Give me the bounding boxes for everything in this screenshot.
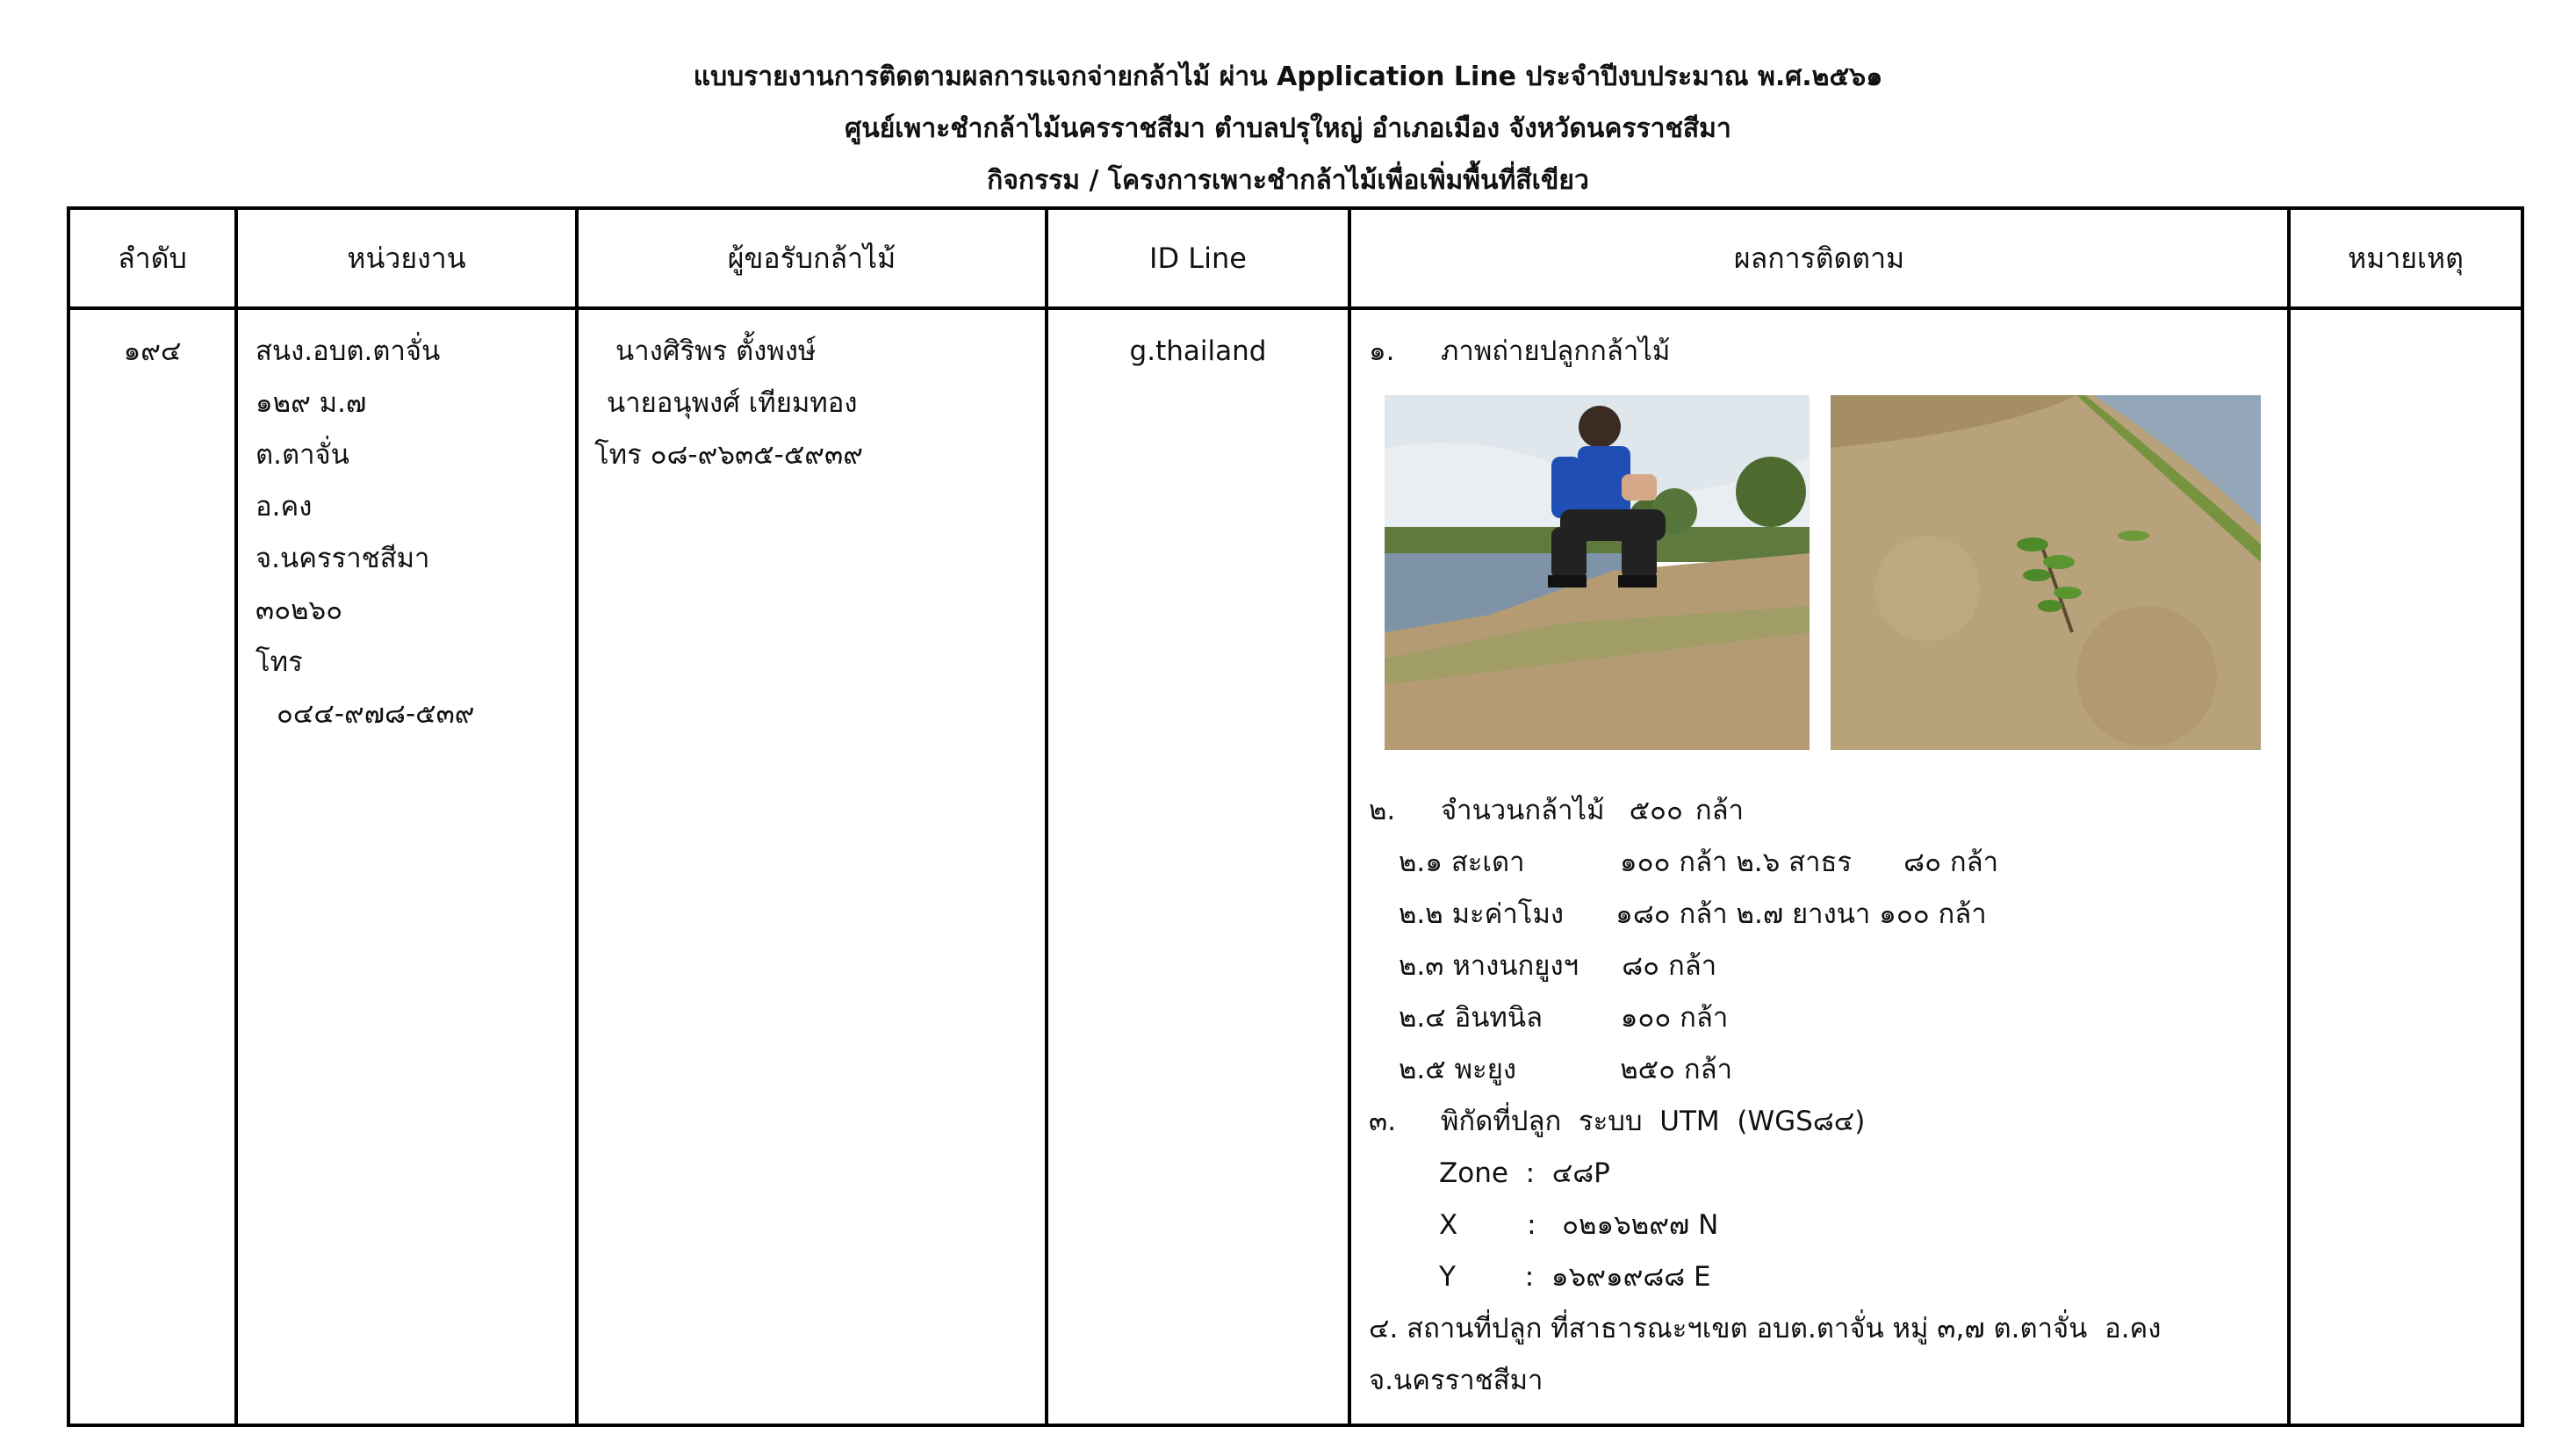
result-item-2-number: ๒. — [1369, 795, 1396, 826]
report-subtitle-activity: กิจกรรม / โครงการเพาะชำกล้าไม้เพื่อเพิ่มพื้นที่สีเขียว — [987, 165, 1589, 196]
utm-x: X : ๐๒๑๖๒๙๗ N — [1439, 1209, 1719, 1241]
cell-remark — [2289, 308, 2522, 1425]
result-item-3-number: ๓. — [1369, 1106, 1397, 1137]
utm-zone: Zone : ๔๘P — [1439, 1157, 1610, 1189]
species-line-5: ๒.๕ พะยูง ๒๕๐ กล้า — [1399, 1054, 1733, 1085]
requester-phone: โทร ๐๘-๙๖๓๕-๕๙๓๙ — [594, 439, 863, 471]
result-item-1-number: ๑. — [1369, 335, 1395, 367]
id-line-value: g.thailand — [1129, 335, 1267, 367]
result-item-1-text: ภาพถ่ายปลูกกล้าไม้ — [1441, 335, 1671, 367]
table-header-row — [68, 208, 2522, 308]
seq-number: ๑๙๔ — [123, 335, 182, 367]
species-line-2: ๒.๒ มะค่าโมง ๑๘๐ กล้า ๒.๗ ยางนา ๑๐๐ กล้า — [1399, 898, 1987, 930]
remark-text — [2291, 310, 2521, 362]
requester-1: นางศิริพร ตั้งพงษ์ — [615, 335, 817, 367]
unit-district: อ.คง — [255, 491, 313, 523]
report-title: แบบรายงานการติดตามผลการแจกจ่ายกล้าไม้ ผ่าน Application Line ประจำปีงบประมาณ พ.ศ.๒๕๖๑ — [693, 61, 1883, 92]
unit-postcode: ๓๐๒๖๐ — [255, 595, 343, 626]
unit-phone: ๐๔๔-๙๗๘-๕๓๙ — [277, 698, 475, 730]
report-subtitle-center: ศูนย์เพาะชำกล้าไม้นครราชสีมา ตำบลปรุใหญ่ อำเภอเมือง จังหวัดนครราชสีมา — [845, 113, 1731, 144]
result-item-2-unit: กล้า — [1695, 795, 1745, 826]
unit-address: ๑๒๙ ม.๗ — [255, 387, 367, 419]
result-item-3 — [1369, 1096, 2287, 1148]
col-header-seq: ลำดับ — [68, 208, 236, 308]
species-line-3: ๒.๓ หางนกยูงฯ ๘๐ กล้า — [1399, 950, 1717, 982]
unit-subdistrict: ต.ตาจั่น — [255, 439, 349, 471]
species-line-4: ๒.๔ อินทนิล ๑๐๐ กล้า — [1399, 1002, 1729, 1034]
cell-result — [1349, 308, 2289, 1425]
result-item-3-text: พิกัดที่ปลูก ระบบ UTM (WGS๘๔) — [1441, 1106, 1866, 1137]
cell-seq — [68, 308, 236, 1425]
cell-id-line — [1047, 308, 1349, 1425]
result-item-4-line-2: จ.นครราชสีมา — [1369, 1365, 1543, 1396]
col-header-remark: หมายเหตุ — [2289, 208, 2522, 308]
species-line-1: ๒.๑ สะเดา ๑๐๐ กล้า ๒.๖ สาธร ๘๐ กล้า — [1399, 847, 1999, 878]
requester-2: นายอนุพงศ์ เทียมทอง — [607, 387, 858, 419]
utm-y: Y : ๑๖๙๑๙๘๘ E — [1439, 1261, 1711, 1293]
unit-name: สนง.อบต.ตาจั่น — [255, 335, 441, 367]
cell-requester — [577, 308, 1047, 1425]
result-item-2-value: ๕๐๐ — [1629, 795, 1683, 826]
planting-photo-person — [1385, 395, 1810, 750]
report-header — [0, 51, 2576, 206]
table-row — [68, 308, 2522, 1425]
result-item-1 — [1369, 326, 2287, 378]
result-item-2-label: จำนวนกล้าไม้ — [1441, 795, 1605, 826]
unit-province: จ.นครราชสีมา — [255, 543, 430, 574]
col-header-requester: ผู้ขอรับกล้าไม้ — [577, 208, 1047, 308]
col-header-result: ผลการติดตาม — [1349, 208, 2289, 308]
cell-unit — [236, 308, 577, 1425]
photo-gallery — [1385, 395, 2287, 750]
result-item-2 — [1369, 785, 2287, 837]
result-item-4-line-1: ๔. สถานที่ปลูก ที่สาธารณะฯเขต อบต.ตาจั่น หมู่ ๓,๗ ต.ตาจั่น อ.คง — [1369, 1313, 2162, 1344]
col-header-unit: หน่วยงาน — [236, 208, 577, 308]
planting-photo-seedling — [1831, 395, 2261, 750]
report-table — [67, 206, 2524, 1427]
unit-phone-label: โทร — [255, 646, 303, 678]
col-header-id-line: ID Line — [1047, 208, 1349, 308]
